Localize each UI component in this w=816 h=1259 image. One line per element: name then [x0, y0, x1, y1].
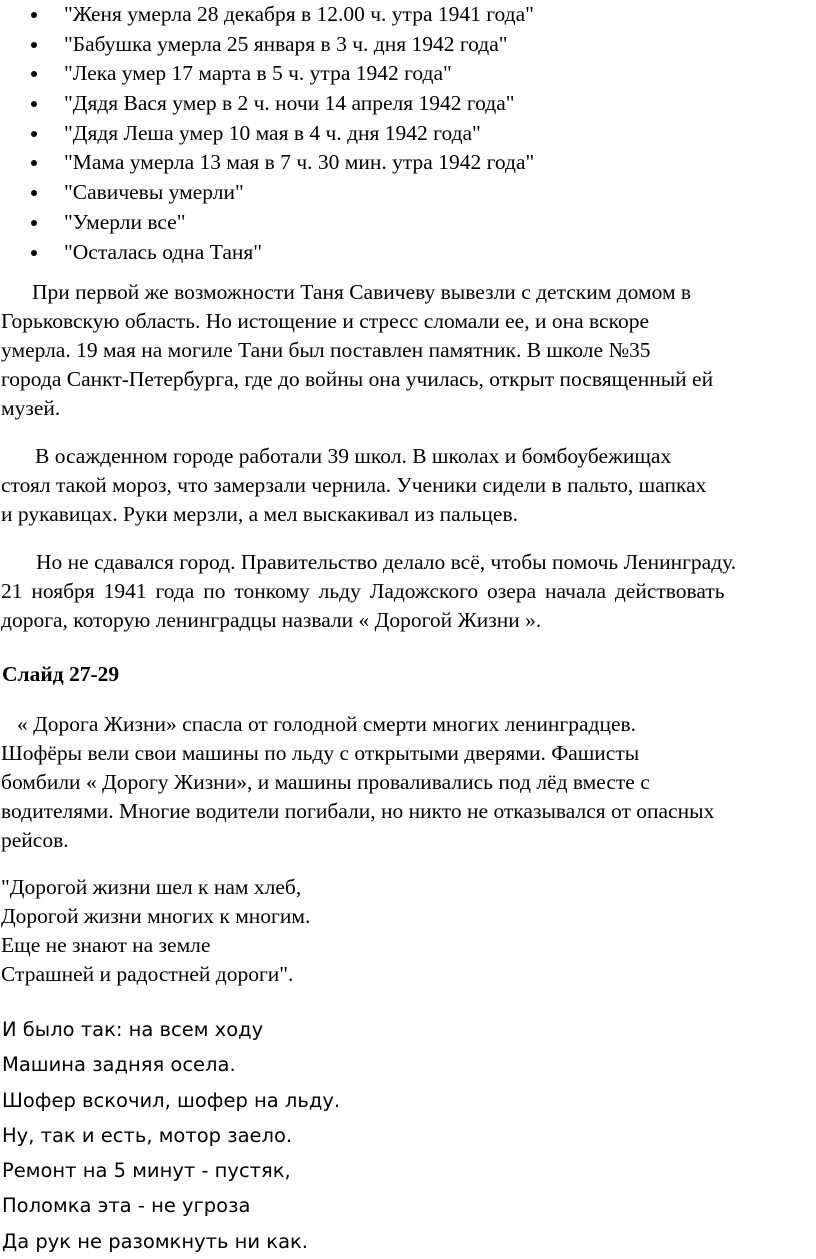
paragraph-schools: В осажденном городе работали 39 школ. В школах и бомбоубежищах стоял такой мороз, что замерзали чернила. Ученики сидели в пальто, шапках и рукавицах. Руки мерзли, а мел выскакивал из пальцев. — [1, 444, 707, 526]
poem-line: Страшней и радостней дороги". — [1, 962, 294, 986]
poem-line: Ну, так и есть, мотор заело. — [2, 1123, 293, 1147]
bullet-icon — [31, 131, 37, 137]
bullet-icon — [31, 220, 37, 226]
paragraph-drivers: « Дорога Жизни» спасла от голодной смерти многих ленинградцев. Шофёры вели свои машины по льду с открытыми дверями. Фашисты бомбили « Дорогу Жизни», и машины проваливались под лёд вместе с водителями. Многие водители погибали, но никто не отказывался от опасных рейсов. — [1, 712, 715, 852]
list-item: "Женя умерла 28 декабря в 12.00 ч. утра 1941 года" — [0, 0, 816, 30]
bullet-icon — [31, 71, 37, 77]
bullet-icon — [31, 42, 37, 48]
poem-line: Еще не знают на земле — [1, 933, 211, 957]
list-item: "Лека умер 17 марта в 5 ч. утра 1942 года" — [0, 59, 816, 89]
poem-line: "Дорогой жизни шел к нам хлеб, — [1, 875, 302, 899]
list-item: "Дядя Леша умер 10 мая в 4 ч. дня 1942 года" — [0, 119, 816, 149]
slide-heading: Слайд 27-29 — [2, 662, 120, 686]
list-item: "Осталась одна Таня" — [0, 238, 816, 268]
poem-line: Шофер вскочил, шофер на льду. — [2, 1088, 341, 1112]
bullet-icon — [31, 12, 37, 18]
poem-line: И было так: на всем ходу — [2, 1018, 264, 1041]
poem-road-of-life — [1, 873, 310, 989]
bullet-icon — [31, 101, 37, 107]
bullet-icon — [31, 160, 37, 166]
paragraph-tanya-fate: При первой же возможности Таня Савичеву вывезли с детским домом в Горьковскую область. Но истощение и стресс сломали ее, и она вскоре умерла. 19 мая на могиле Тани был поставлен памятник. В школе №35 города Санкт-Петербурга, где до войны она училась, открыт посвященный ей музей. — [1, 280, 714, 420]
bullet-icon — [31, 190, 37, 196]
poem-line: Поломка эта - не угроза — [2, 1194, 251, 1218]
poem-line: Машина задняя осела. — [2, 1053, 236, 1077]
poem-truck-repair — [2, 1012, 340, 1259]
list-item: "Савичевы умерли" — [0, 178, 816, 208]
paragraph-road-of-life: Но не сдавался город. Правительство делало всё, чтобы помочь Ленинграду. 21 ноября 1941 года по тонкому льду Ладожского озера начала действовать дорога, которую ленинградцы назвали « Дорогой Жизни ». — [1, 550, 737, 632]
poem-line: Ремонт на 5 минут - пустяк, — [2, 1159, 291, 1183]
list-item: "Умерли все" — [0, 208, 816, 238]
list-item: "Мама умерла 13 мая в 7 ч. 30 мин. утра 1942 года" — [0, 148, 816, 178]
list-item: "Бабушка умерла 25 января в 3 ч. дня 1942 года" — [0, 30, 816, 60]
list-item: "Дядя Вася умер в 2 ч. ночи 14 апреля 1942 года" — [0, 89, 816, 119]
poem-line: Дорогой жизни многих к многим. — [1, 904, 311, 928]
diary-entries-list — [0, 0, 816, 267]
poem-line: Да рук не разомкнуть ни как. — [2, 1229, 309, 1253]
bullet-icon — [31, 250, 37, 256]
